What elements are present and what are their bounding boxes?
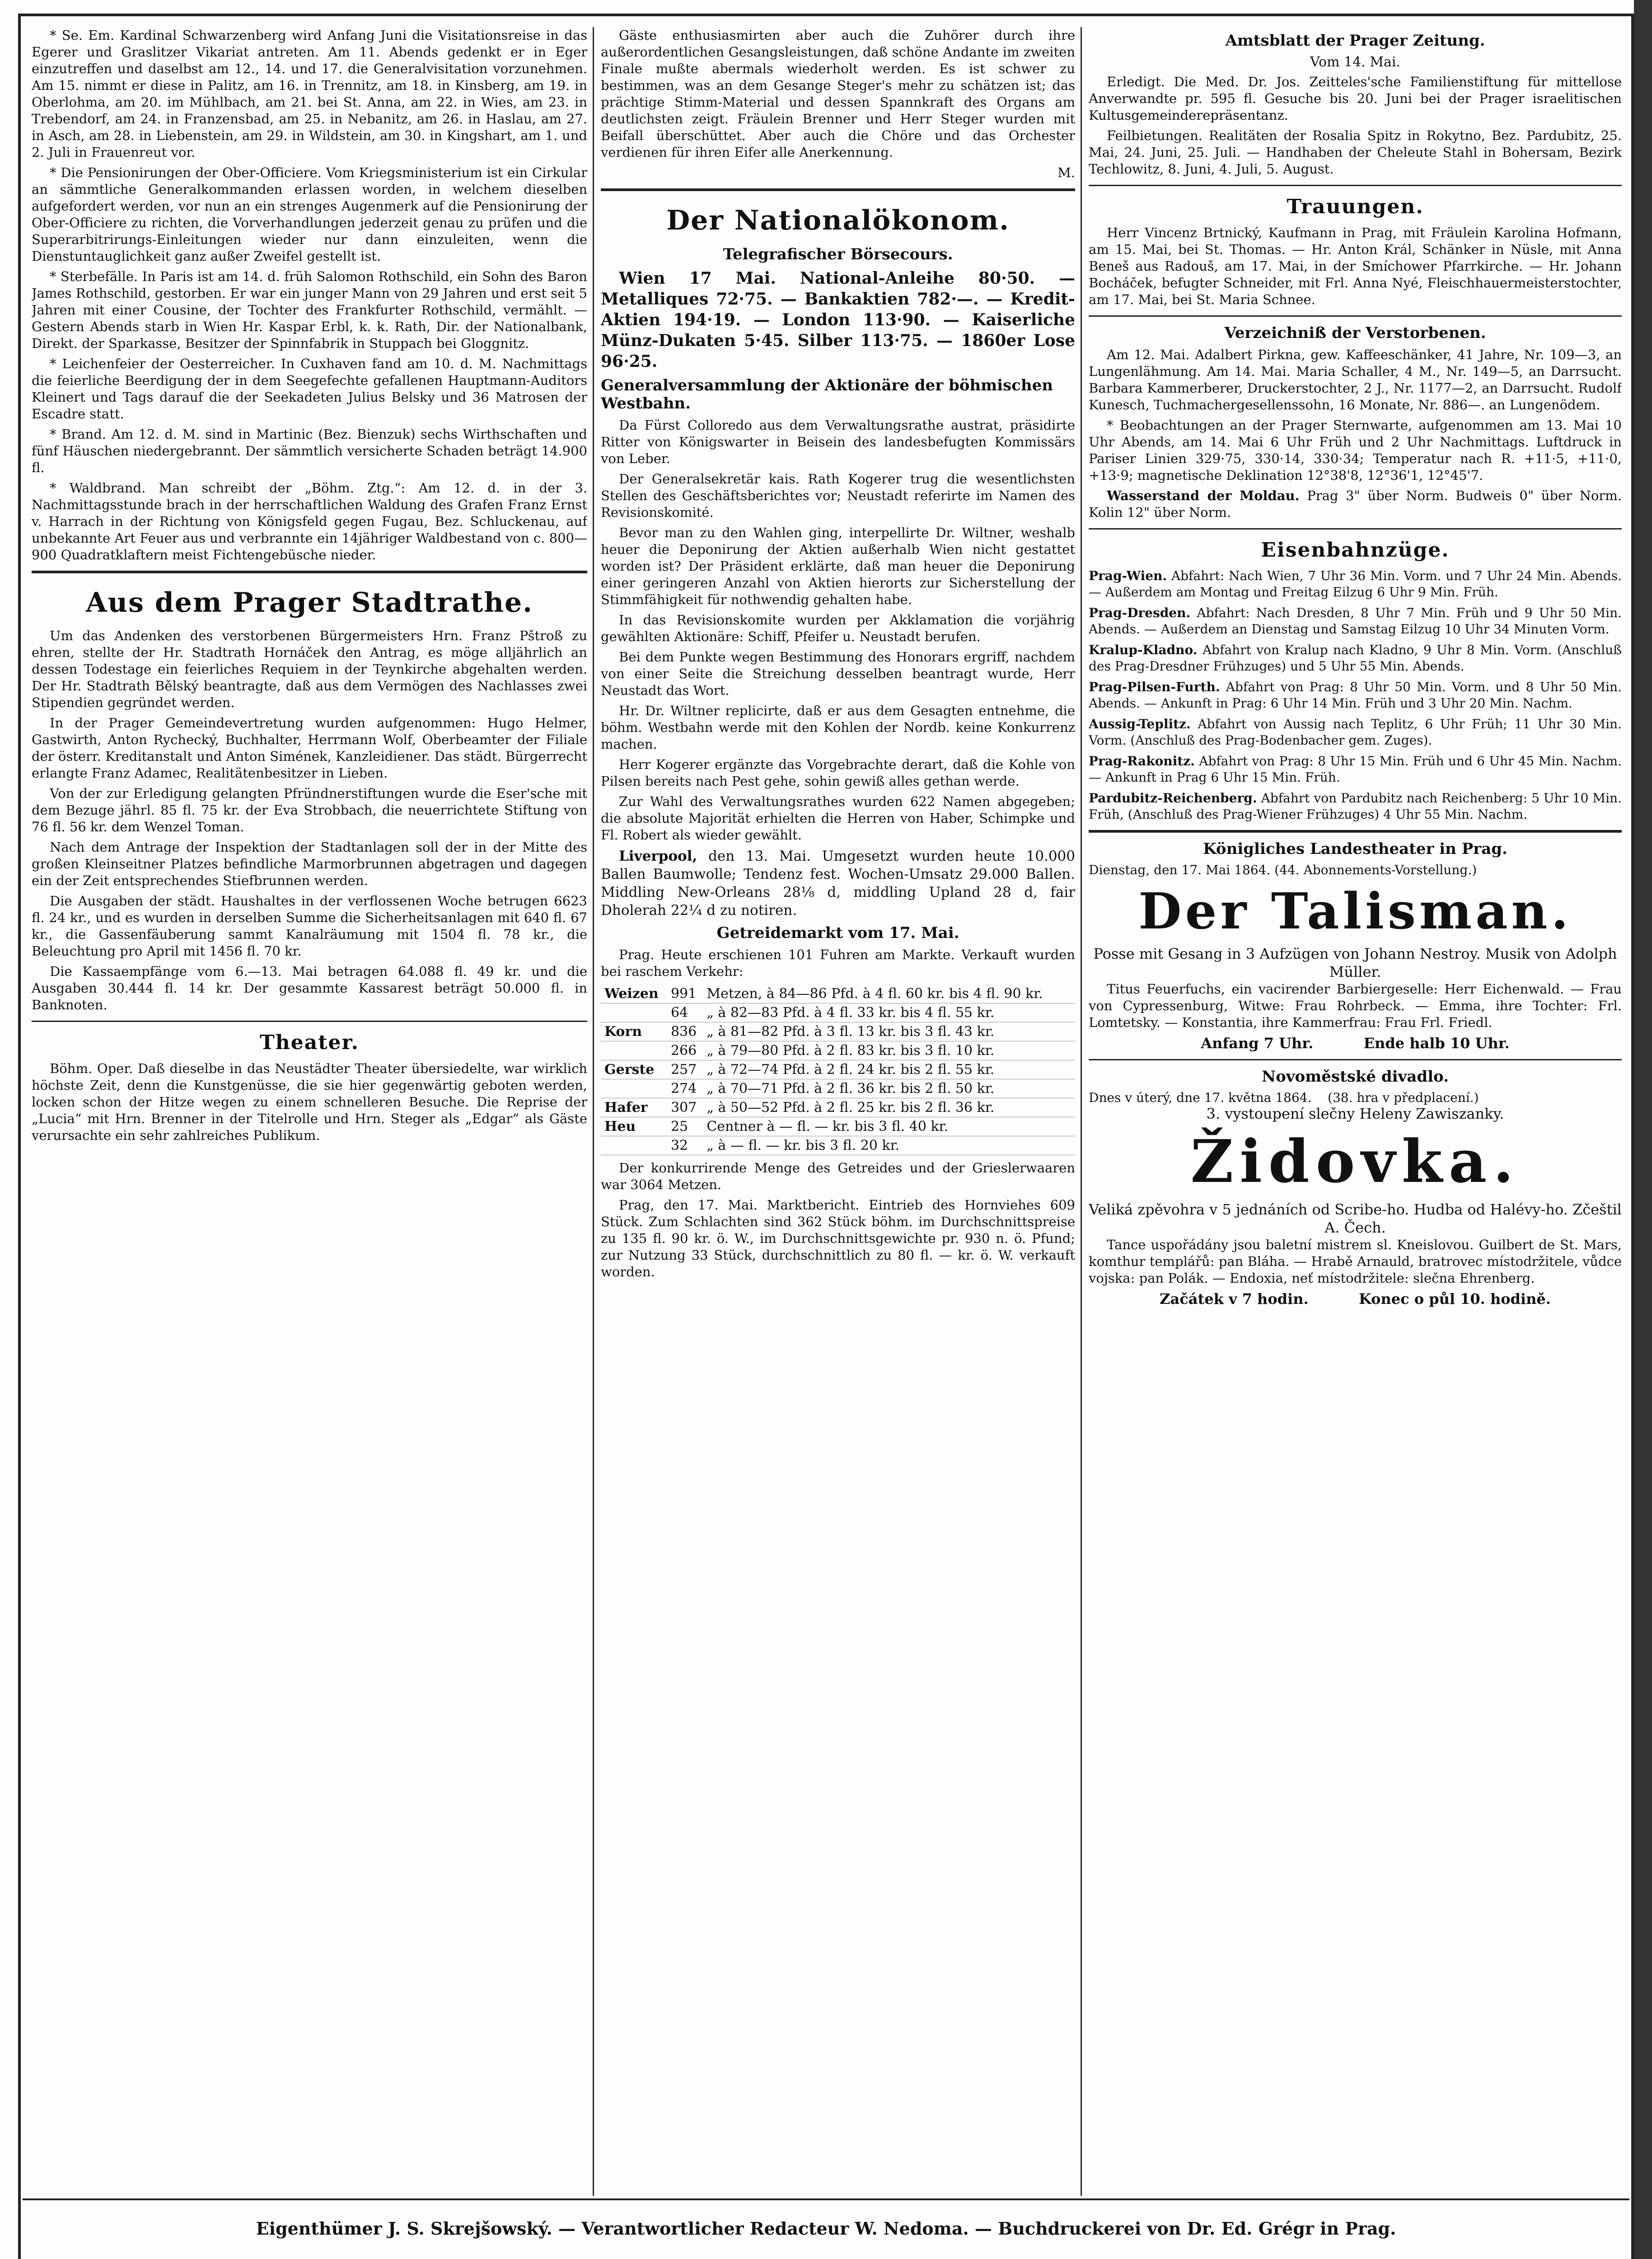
liverpool-text: den 13. Mai. Umgesetzt wurden heute 10.000 Ballen Baumwolle; Tendenz fest. Wochen-Umsatz 29.000 Ballen. Middling New-Orleans 28⅛ d, middling Upland 28 d, fair Dholerah 22¼ d zu notiren.	[601, 848, 1075, 919]
play-title-zidovka: Židovka.	[1190, 1127, 1520, 1196]
market-report: Prag, den 17. Mai. Marktbericht. Eintrieb des Hornviehes 609 Stück. Zum Schlachten sind 362 Stück böhm. im Durchschnittspreise zu 135 fl. 90 kr. ö. W., im Durchschnittsgewichte pr. 930 n. ö. Pfund; zur Nutzung 33 Stück, durchschnittlich zu 80 fl. — kr. ö. W. verkauft worden.	[601, 1197, 1075, 1279]
column-rule	[593, 27, 594, 2196]
liverpool-report	[601, 847, 1075, 919]
rail-route: Prag-Wien.	[1089, 568, 1167, 583]
grain-crop	[601, 1041, 667, 1060]
observatory-report: * Beobachtungen an der Prager Sternwarte, aufgenommen am 13. Mai 10 Uhr Abends, am 14. Mai 6 Uhr Früh und 2 Uhr Nachmittags. Luftdruck in Pariser Linien 329·75, 330·14, 330·34; Temperatur nach R. +11·5, +11·0, +13·9; magnetische Deklination 12°38'8, 12°36'1, 12°45'7.	[1089, 417, 1622, 483]
grain-quantity: 257	[667, 1060, 703, 1079]
article-paragraph: In der Prager Gemeindevertretung wurden aufgenommen: Hugo Helmer, Gastwirth, Anton Rychecký, Buchhalter, Herrmann Wolf, Oberbeamter der Filiale der österr. Kreditanstalt und Anton Simének, Kanzleidiener. Das städt. Bürgerrecht erlangte Franz Adamec, Realitätenbesitzer in Lieben.	[32, 715, 587, 781]
grain-price: Metzen, à 84—86 Pfd. à 4 fl. 60 kr. bis 4 fl. 90 kr.	[703, 984, 1075, 1003]
section-title-nationaloekonom: Der Nationalökonom.	[666, 205, 1010, 236]
play-title-talisman: Der Talisman.	[1138, 882, 1572, 940]
footer-rule	[23, 2198, 1629, 2200]
grain-price: „ à — fl. — kr. bis 3 fl. 20 kr.	[703, 1136, 1075, 1155]
opera-subtitle: Veliká zpěvohra v 5 jednáních od Scribe-ho. Hudba od Halévy-ho. Zčeštil A. Čech.	[1089, 1201, 1622, 1236]
grain-quantity: 25	[667, 1117, 703, 1136]
rail-route: Prag-Dresden.	[1089, 605, 1191, 620]
section-divider	[601, 188, 1075, 191]
article-paragraph: Hr. Dr. Wiltner replicirte, daß er aus dem Gesagten entnehme, die böhm. Westbahn werde mit den Kohlen der Nordb. keine Konkurrenz machen.	[601, 703, 1075, 752]
section-divider	[32, 1021, 587, 1022]
grain-price: „ à 82—83 Pfd. à 4 fl. 33 kr. bis 4 fl. 55 kr.	[703, 1003, 1075, 1022]
theater-continuation: Gäste enthusiasmirten aber auch die Zuhörer durch ihre außerordentlichen Gesangsleistungen, daß schöne Andante im zweiten Finale mußte abermals wiederholt werden. Es ist schwer zu bestimmen, was an dem Gesange Steger's mehr zu schätzen ist; das prächtige Stimm-Material und dessen Spannkraft des Organs am deutlichsten zeigt. Fräulein Brenner und Herr Steger wurden mit Beifall überschüttet. Aber auch die Chöre und das Orchester verdienen für ihren Eifer alle Anerkennung.	[601, 28, 1075, 160]
grain-price: Centner à — fl. — kr. bis 3 fl. 40 kr.	[703, 1117, 1075, 1136]
section-divider	[1089, 185, 1622, 186]
rail-entry	[1089, 716, 1622, 749]
section-divider	[1089, 830, 1622, 833]
grain-quantity: 991	[667, 984, 703, 1003]
trauungen-text: Herr Vincenz Brtnický, Kaufmann in Prag, mit Fräulein Karolina Hofmann, am 15. Mai, bei St. Thomas. — Hr. Anton Král, Schänker in Nüsle, mit Anna Beneš aus Radouš, am 17. Mai, in der Smíchower Pfarrkirche. — Hr. Johann Bocháček, befugter Schneider, mit Frl. Anna Nyé, Fleischhauermeisterstochter, am 17. Mai, bei St. Maria Schnee.	[1089, 225, 1622, 307]
section-divider	[1089, 315, 1622, 317]
section-divider	[1089, 1059, 1622, 1060]
amtsblatt-item: Erledigt. Die Med. Dr. Jos. Zeitteles'sche Familienstiftung für mittellose Anverwandte pr. 595 fl. Gesuche bis 20. Juni bei der Prager israelitischen Kultusgemeinderepräsentanz.	[1089, 74, 1622, 123]
play-cast: Titus Feuerfuchs, ein vacirender Barbiergeselle: Herr Eichenwald. — Frau von Cypressenburg, Witwe: Frau Rohrbeck. — Emma, ihre Tochter: Frl. Lomtetsky. — Konstantia, ihre Kammerfrau: Frau Frl. Friedl.	[1089, 981, 1622, 1030]
article-paragraph: Böhm. Oper. Daß dieselbe in das Neustädter Theater übersiedelte, war wirklich höchste Zeit, denn die Kunstgenüsse, die sie hier gegenwärtig geboten werden, locken schon der Hitze wegen zu einem schnelleren Besuche. Die Reprise der „Lucia“ mit Hrn. Brenner in der Titelrolle und Hrn. Steger als „Edgar“ als Gäste verursachte ein sehr zahlreiches Publikum.	[32, 1061, 587, 1143]
news-item: * Se. Em. Kardinal Schwarzenberg wird Anfang Juni die Visitationsreise in das Egerer und Graslitzer Vikariat antreten. Am 11. Abends gedenkt er in Eger einzutreffen und daselbst am 12., 14. und 17. die Generalvisitation vorzunehmen. Am 15. nimmt er diese in Palitz, am 16. in Trennitz, am 18. in Kinsberg, am 19. in Oberlohma, am 20. im Mühlbach, am 21. bei St. Anna, am 22. in Wies, am 23. in Trebendorf, am 24. in Franzensbad, am 25. in Nebanitz, am 26. in Haslau, am 27. in Asch, am 28. in Liebenstein, am 29. in Wildstein, am 30. in Kingshart, am 1. und 2. Juli in Frauenreut vor.	[32, 28, 587, 160]
rail-route: Prag-Rakonitz.	[1089, 754, 1195, 769]
grain-crop	[601, 1136, 667, 1155]
imprint: Eigenthümer J. S. Skrejšowský. — Verantwortlicher Redacteur W. Nedoma. — Buchdruckerei von Dr. Ed. Grégr in Prag.	[256, 2218, 1396, 2239]
article-paragraph: Die Ausgaben der städt. Haushaltes in der verflossenen Woche betrugen 6623 fl. 24 kr., und es wurden in derselben Summe die Sicherheitsanlagen mit 640 fl. 67 kr., die Gassenfäuberung sammt Kanalräumung mit 1504 fl. 78 kr., die Beleuchtung pro April mit 1456 fl. 70 kr.	[32, 893, 587, 959]
play-subtitle: Posse mit Gesang in 3 Aufzügen von Johann Nestroy. Musik von Adolph Müller.	[1093, 945, 1617, 980]
grain-crop: Gerste	[601, 1060, 667, 1079]
grain-crop	[601, 1003, 667, 1022]
grain-price: „ à 81—82 Pfd. à 3 fl. 13 kr. bis 3 fl. 43 kr.	[703, 1022, 1075, 1041]
grain-crop	[601, 1079, 667, 1098]
grain-row	[601, 1136, 1075, 1155]
water-level	[1089, 487, 1622, 521]
news-item: * Waldbrand. Man schreibt der „Böhm. Ztg.“: Am 12. d. in der 3. Nachmittagsstunde brach in der herrschaftlichen Waldung des Grafen Franz Ernst v. Harrach in der Richtung von Königsfeld gegen Fugau, Bez. Schluckenau, auf unbekannte Art Feuer aus und verbrannte ein 14jähriger Waldbestand von c. 800—900 Quadratklaftern meist Fichtengebüsche nieder.	[32, 480, 587, 562]
grain-intro: Prag. Heute erschienen 101 Fuhren am Markte. Verkauft wurden bei raschem Verkehr:	[601, 947, 1075, 979]
rail-times: Abfahrt von Kralup nach Kladno, 9 Uhr 8 Min. Vorm. (Anschluß des Prag-Dresdner Frühzuges) und 5 Uhr 55 Min. Abends.	[1089, 642, 1622, 674]
column-2	[601, 27, 1075, 1284]
grain-row	[601, 1041, 1075, 1060]
grain-price: „ à 50—52 Pfd. à 2 fl. 25 kr. bis 2 fl. 36 kr.	[703, 1098, 1075, 1117]
amtsblatt-item: Feilbietungen. Realitäten der Rosalia Spitz in Rokytno, Bez. Pardubitz, 25. Mai, 24. Juni, 25. Juli. — Handhaben der Cheleute Stahl in Bohersam, Bezirk Techlowitz, 8. Juni, 4. Juli, 5. August.	[1089, 128, 1622, 177]
scan-edge	[1634, 0, 1652, 2259]
rail-times: Abfahrt von Prag: 8 Uhr 15 Min. Früh und 6 Uhr 45 Min. Nachm. — Ankunft in Prag 6 Uhr 15 Min. Früh.	[1089, 754, 1622, 785]
article-paragraph: Der Generalsekretär kais. Rath Kogerer trug die wesentlichsten Stellen des Geschäftsberichtes vor; Neustadt referirte im Namen des Revisionskomité.	[601, 471, 1075, 520]
rail-entry	[1089, 790, 1622, 823]
rail-times: Abfahrt: Nach Wien, 7 Uhr 36 Min. Vorm. und 7 Uhr 24 Min. Abends. — Außerdem am Montag und Freitag Eilzug 6 Uhr 9 Min. Früh.	[1089, 568, 1622, 600]
grain-quantity: 836	[667, 1022, 703, 1041]
article-paragraph: Herr Kogerer ergänzte das Vorgebrachte derart, daß die Kohle von Pilsen bereits nach Pest gehe, sohin gewiß alles gethan werde.	[601, 757, 1075, 789]
article-paragraph: Von der zur Erledigung gelangten Pfründnerstiftungen wurde die Eser'sche mit dem Bezuge jährl. 85 fl. 75 kr. der Eva Strobbach, die neuerrichtete Stiftung von 76 fl. 56 kr. dem Wenzel Toman.	[32, 786, 587, 834]
rail-route: Aussig-Teplitz.	[1089, 717, 1191, 731]
rail-times: Abfahrt von Aussig nach Teplitz, 6 Uhr Früh; 11 Uhr 30 Min. Vorm. (Anschluß des Prag-Bodenbacher gem. Zuges).	[1089, 717, 1622, 748]
article-paragraph: Die Kassaempfänge vom 6.—13. Mai betragen 64.088 fl. 49 kr. und die Ausgaben 30.444 fl. 14 kr. Der gesammte Kassarest beträgt 50.000 fl. in Banknoten.	[32, 964, 587, 1012]
grain-crop: Hafer	[601, 1098, 667, 1117]
article-paragraph: Bei dem Punkte wegen Bestimmung des Honorars ergriff, nachdem von einer Seite die Streichung desselben beantragt wurde, Herr Neustadt das Wort.	[601, 649, 1075, 698]
subheading-boerse: Telegrafischer Börsecours.	[723, 245, 953, 263]
grain-price: „ à 79—80 Pfd. à 2 fl. 83 kr. bis 3 fl. 10 kr.	[703, 1041, 1075, 1060]
landestheater-heading: Königliches Landestheater in Prag.	[1203, 840, 1507, 858]
article-paragraph: In das Revisionskomite wurden per Akklamation die vorjährig gewählten Aktionäre: Schiff, Pfeifer u. Neustadt berufen.	[601, 612, 1075, 644]
news-item: * Leichenfeier der Oesterreicher. In Cuxhaven fand am 10. d. M. Nachmittags die feierliche Beerdigung der in dem Seegefechte gefallenen Hauptmann-Auditors Kleinert und Tags darauf die der Seekadeten Julius Belsky und 36 Matrosen der Escadre statt.	[32, 356, 587, 422]
article-paragraph: Bevor man zu den Wahlen ging, interpellirte Dr. Wiltner, weshalb heuer die Deponirung der Aktien außerhalb Wien nicht gestattet worden ist? Der Präsident erklärte, daß man heuer die Deponirung einer geringeren Anzahl von Aktien hierorts zur Sicherstellung der Stimmfähigkeit für nothwendig gehalten habe.	[601, 525, 1075, 607]
grain-crop: Korn	[601, 1022, 667, 1041]
opera-times: Začátek v 7 hodin. Konec o půl 10. hodině.	[1160, 1290, 1551, 1308]
grain-crop: Weizen	[601, 984, 667, 1003]
water-level-heading: Wasserstand der Moldau.	[1107, 488, 1300, 503]
article-paragraph: Zur Wahl des Verwaltungsrathes wurden 622 Namen abgegeben; die absolute Majorität erhielten die Herren von Haber, Schimpke und Fl. Robert als wieder gewählt.	[601, 794, 1075, 843]
section-title-eisenbahn: Eisenbahnzüge.	[1261, 539, 1450, 562]
news-item: * Sterbefälle. In Paris ist am 14. d. früh Salomon Rothschild, ein Sohn des Baron James Rothschild, gestorben. Er war ein junger Mann von 29 Jahren und erst seit 5 Jahren mit einer Cousine, der Tochter des Frankfurter Rothschild, vermählt. — Gestern Abends starb in Wien Hr. Kaspar Erbl, k. k. Rath, Dir. der Nationalbank, Direkt. der Sparkasse, Besitzer der Spinnfabrik in Stuppach bei Gloggnitz.	[32, 269, 587, 351]
play-times: Anfang 7 Uhr. Ende halb 10 Uhr.	[1201, 1035, 1510, 1052]
opera-cast: Tance uspořádány jsou baletní mistrem sl. Kneislovou. Guilbert de St. Mars, komthur templářů: pan Bláha. — Hrabě Arnauld, bratrovec místodržitele, vůdce vojska: pan Polák. — Endoxia, neť místodržitele: slečna Ehrenberg.	[1089, 1237, 1622, 1286]
rail-times: Abfahrt von Pardubitz nach Reichenberg: 5 Uhr 10 Min. Früh, (Anschluß des Prag-Wiener Frühzuges) 4 Uhr 55 Min. Nachm.	[1089, 791, 1622, 822]
rail-times: Abfahrt: Nach Dresden, 8 Uhr 7 Min. Früh und 9 Uhr 50 Min. Abends. — Außerdem an Dienstag und Samstag Eilzug 10 Uhr 34 Minuten Vorm.	[1089, 605, 1622, 637]
subheading-getreidemarkt: Getreidemarkt vom 17. Mai.	[716, 924, 959, 942]
novomestske-heading: Novoměstské divadlo.	[1262, 1068, 1449, 1086]
rail-route: Prag-Pilsen-Furth.	[1089, 680, 1220, 694]
section-title-stadtrath: Aus dem Prager Stadtrathe.	[85, 587, 534, 619]
grain-price: „ à 72—74 Pfd. à 2 fl. 24 kr. bis 2 fl. 55 kr.	[703, 1060, 1075, 1079]
amtsblatt-heading: Amtsblatt der Prager Zeitung.	[1225, 32, 1485, 50]
grain-table	[601, 984, 1075, 1155]
article-paragraph: Da Fürst Colloredo aus dem Verwaltungsrathe austrat, präsidirte Ritter von Königswarter in Beisein des landesbefugten Kommissärs von Leber.	[601, 417, 1075, 466]
section-title-trauungen: Trauungen.	[1287, 195, 1424, 218]
landestheater-date: Dienstag, den 17. Mai 1864. (44. Abonnements-Vorstellung.)	[1089, 862, 1477, 877]
column-rule	[1081, 27, 1082, 2196]
boerse-quotes: Wien 17 Mai. National-Anleihe 80·50. — Metalliques 72·75. — Bankaktien 782·—. — Kredit-Aktien 194·19. — London 113·90. — Kaiserliche Münz-Dukaten 5·45. Silber 113·75. — 1860er Lose 96·25.	[601, 269, 1075, 371]
news-item: * Die Pensionirungen der Ober-Officiere. Vom Kriegsministerium ist ein Cirkular an sämmtliche Generalkommanden erlassen worden, in welchem dieselben aufgefordert werden, vor nun an ein strenges Augenmerk auf die Pensionirung der Ober-Officiere zu richten, die Vorverhandlungen jederzeit genau zu prüfen und die Superarbitrirungs-Einleitungen wieder nur dann einzuleiten, wenn die Dienstuntauglichkeit ganz außer Zweifel gestellt ist.	[32, 165, 587, 264]
rail-route: Kralup-Kladno.	[1089, 642, 1198, 657]
rail-entry	[1089, 679, 1622, 712]
section-divider	[1089, 528, 1622, 530]
subheading-generalversammlung: Generalversammlung der Aktionäre der böhmischen Westbahn.	[601, 376, 1053, 412]
rail-list	[1089, 568, 1622, 823]
article-paragraph: Nach dem Antrage der Inspektion der Stadtanlagen soll der in der Mitte des großen Kleinseitner Platzes befindliche Marmorbrunnen abgetragen und dagegen ein der Zeit entsprechendes Stiefbrunnen werden.	[32, 839, 587, 888]
grain-row	[601, 1098, 1075, 1117]
novomestske-date: Dnes v úterý, dne 17. května 1864. (38. hra v předplacení.)	[1089, 1090, 1479, 1105]
author-signature: M.	[1058, 165, 1075, 180]
rail-entry	[1089, 753, 1622, 786]
grain-row	[601, 1079, 1075, 1098]
rail-entry	[1089, 642, 1622, 675]
verstorbene-text: Am 12. Mai. Adalbert Pirkna, gew. Kaffeeschänker, 41 Jahre, Nr. 109—3, an Lungenlähmung. Am 14. Mai. Maria Schaller, 4 M., Nr. 149—5, an Darrsucht. Barbara Kammerberer, Druckerstochter, 2 J., Nr. 1177—2, an Darrsucht. Rudolf Kunesch, Tuchmachergesellenssohn, 16 Monate, Nr. 886—. an Lungenödem.	[1089, 347, 1622, 412]
column-3	[1089, 27, 1622, 1308]
grain-quantity: 266	[667, 1041, 703, 1060]
amtsblatt-date: Vom 14. Mai.	[1310, 54, 1400, 70]
rail-entry	[1089, 605, 1622, 637]
column-1	[32, 27, 587, 1148]
rail-times: Abfahrt von Prag: 8 Uhr 50 Min. Vorm. und 8 Uhr 50 Min. Abends. — Ankunft in Prag: 6 Uhr 14 Min. Früh und 3 Uhr 20 Min. Nachm.	[1089, 680, 1622, 711]
grain-price: „ à 70—71 Pfd. à 2 fl. 36 kr. bis 2 fl. 50 kr.	[703, 1079, 1075, 1098]
news-item: * Brand. Am 12. d. M. sind in Martinic (Bez. Bienzuk) sechs Wirthschaften und fünf Häuschen niedergebrannt. Der sämmtlich versicherte Schaden beträgt 14.900 fl.	[32, 426, 587, 475]
grain-quantity: 307	[667, 1098, 703, 1117]
article-paragraph: Um das Andenken des verstorbenen Bürgermeisters Hrn. Franz Pštroß zu ehren, stellte der Hr. Stadtrath Hornáček den Antrag, es möge alljährlich an dessen Todestage ein feierliches Requiem in der Teynkirche abgehalten werden. Der Hr. Stadtrath Bělský beantragte, daß aus dem Vermögen des Nachlasses zwei Stipendien gegründet werden.	[32, 628, 587, 710]
novomestske-performance: 3. vystoupení slečny Heleny Zawiszanky.	[1206, 1105, 1504, 1122]
rail-entry	[1089, 568, 1622, 600]
grain-row	[601, 1117, 1075, 1136]
grain-row	[601, 1060, 1075, 1079]
grain-row	[601, 984, 1075, 1003]
rail-route: Pardubitz-Reichenberg.	[1089, 791, 1257, 806]
section-divider	[32, 571, 587, 573]
grain-quantity: 274	[667, 1079, 703, 1098]
grain-row	[601, 1003, 1075, 1022]
grain-quantity: 64	[667, 1003, 703, 1022]
liverpool-heading: Liverpool,	[619, 848, 697, 864]
grain-quantity: 32	[667, 1136, 703, 1155]
grain-crop: Heu	[601, 1117, 667, 1136]
water-level-text: Prag 3" über Norm. Budweis 0" über Norm. Kolin 12" über Norm.	[1089, 488, 1622, 520]
grain-row	[601, 1022, 1075, 1041]
verstorbene-heading: Verzeichniß der Verstorbenen.	[1224, 324, 1486, 342]
section-title-theater: Theater.	[259, 1031, 359, 1054]
grain-summary: Der konkurrirende Menge des Getreides und der Grieslerwaaren war 3064 Metzen.	[601, 1160, 1075, 1192]
